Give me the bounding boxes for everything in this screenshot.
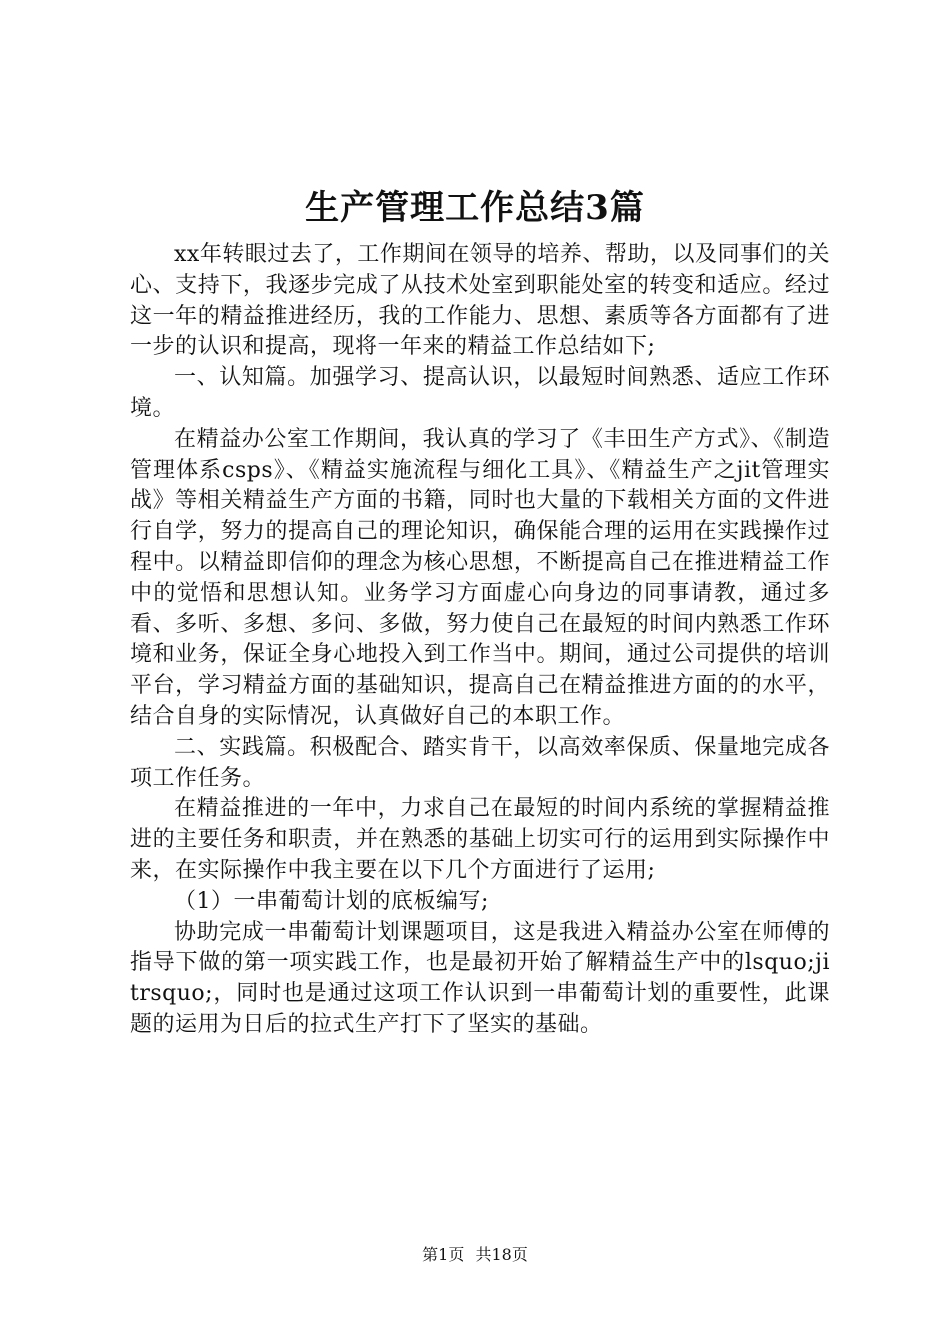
page-number: 第1页 [422,1245,465,1264]
paragraph-section-1-body: 在精益办公室工作期间，我认真的学习了《丰田生产方式》、《制造管理体系csps》、《精益实施流程与细化工具》、《精益生产之jit管理实战》等相关精益生产方面的书籍，同时也大量的下载相关方面的文件进行自学，努力的提高自己的理论知识，确保能合理的运用在实践操作过程中。以精益即信仰的理念为核心思想，不断提高自己在推进精益工作中的觉悟和思想认知。业务学习方面虚心向身边的同事请教，通过多看、多听、多想、多问、多做，努力使自己在最短的时间内熟悉工作环境和业务，保证全身心地投入到工作当中。期间，通过公司提供的培训平台，学习精益方面的基础知识，提高自己在精益推进方面的的水平，结合自身的实际情况，认真做好自己的本职工作。 [130,426,830,729]
page-footer [0,1244,950,1266]
paragraph-item-1-body: 协助完成一串葡萄计划课题项目，这是我进入精益办公室在师傅的指导下做的第一项实践工作，也是最初开始了解精益生产中的lsquo;jitrsquo;，同时也是通过这项工作认识到一串葡萄计划的重要性，此课题的运用为日后的拉式生产打下了坚实的基础。 [130,919,830,1037]
paragraph-item-1-heading: （1）一串葡萄计划的底板编写; [174,888,489,914]
document-title: 生产管理工作总结3篇 [305,188,645,228]
page-total: 共18页 [475,1245,528,1264]
paragraph-intro: xx年转眼过去了，工作期间在领导的培养、帮助，以及同事们的关心、支持下，我逐步完成了从技术处室到职能处室的转变和适应。经过这一年的精益推进经历，我的工作能力、思想、素质等各方面都有了进一步的认识和提高，现将一年来的精益工作总结如下; [130,242,830,360]
paragraph-section-2-heading: 二、实践篇。积极配合、踏实肯干，以高效率保质、保量地完成各项工作任务。 [130,734,830,791]
paragraph-section-1-heading: 一、认知篇。加强学习、提高认识，以最短时间熟悉、适应工作环境。 [130,365,830,421]
paragraph-section-2-body: 在精益推进的一年中，力求自己在最短的时间内系统的掌握精益推进的主要任务和职责，并在熟悉的基础上切实可行的运用到实际操作中来，在实际操作中我主要在以下几个方面进行了运用; [130,796,830,883]
document-body [130,240,830,1041]
